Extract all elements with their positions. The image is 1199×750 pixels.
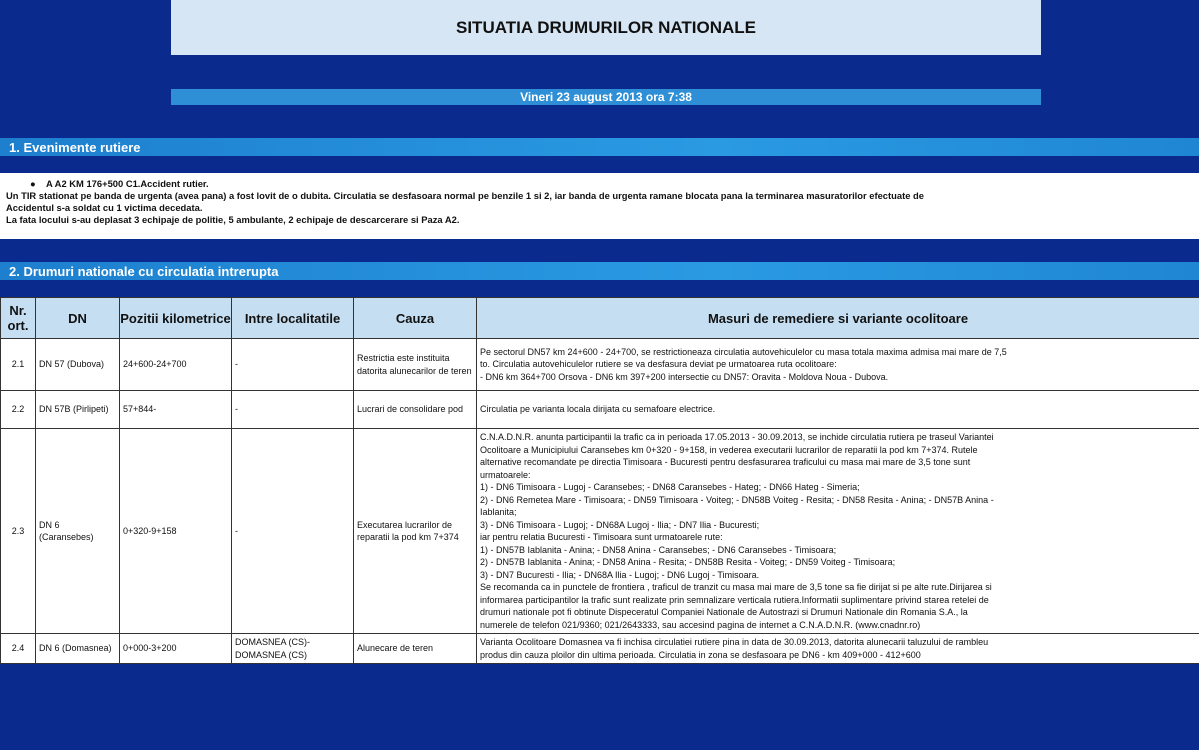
event-line: La fata locului s-au deplasat 3 echipaje de politie, 5 ambulante, 2 echipaje de descarcerare si Paza A2. bbox=[6, 214, 460, 225]
header-dn: DN bbox=[36, 298, 120, 339]
cell-nr: 2.4 bbox=[1, 634, 36, 664]
measure-line: Se recomanda ca in punctele de frontiera , traficul de tranzit cu masa mai mare de 3,5 tone sa fie dirijat si pe alte rute.Dirijarea si bbox=[480, 582, 992, 592]
measure-line: - DN6 km 364+700 Orsova - DN6 km 397+200 intersectie cu DN57: Oravita - Moldova Noua - Dubova. bbox=[480, 371, 889, 382]
measure-line: urmatoarele: bbox=[480, 469, 531, 480]
header-km: Pozitii kilometrice bbox=[120, 298, 232, 339]
measure-line: Iablanita; bbox=[480, 507, 517, 517]
measure-line: informarea participantilor la trafic sunt realizate prin semnalizare verticala rutiera.Informatii suplimentare privind starea retelei de bbox=[480, 594, 989, 605]
cell-cause: Executarea lucrarilor de reparatii la pod km 7+374 bbox=[354, 429, 477, 634]
table-row bbox=[1, 634, 1199, 664]
cell-dn: DN 6 (Domasnea) bbox=[36, 634, 120, 664]
header-localities: Intre localitatile bbox=[232, 298, 354, 339]
header-measures: Masuri de remediere si variante ocolitoare bbox=[477, 298, 1199, 339]
cell-km: 24+600-24+700 bbox=[120, 339, 232, 391]
cell-km: 0+320-9+158 bbox=[120, 429, 232, 634]
cell-cause: Restrictia este instituita datorita alunecarilor de teren bbox=[354, 339, 477, 391]
measure-line: Ocolitoare a Municipiului Caransebes km 0+320 - 9+158, in vederea executarii lucrarilor de reparatii la pod km 7+374. Rutele bbox=[480, 444, 978, 455]
cell-cause: Lucrari de consolidare pod bbox=[354, 391, 477, 429]
measure-line: 1) - DN57B Iablanita - Anina; - DN58 Anina - Caransebes; - DN6 Caransebes - Timisoara; bbox=[480, 544, 837, 555]
cell-dn: DN 6 (Caransebes) bbox=[36, 429, 120, 634]
cell-dn: DN 57 (Dubova) bbox=[36, 339, 120, 391]
measure-line: 3) - DN7 Bucuresti - Ilia; - DN68A Ilia - Lugoj; - DN6 Lugoj - Timisoara. bbox=[480, 569, 760, 580]
measure-line: Pe sectorul DN57 km 24+600 - 24+700, se restrictioneaza circulatia autovehiculelor cu masa totala maxima admisa mai mare de 7,5 bbox=[480, 346, 1007, 357]
page-title-box bbox=[171, 0, 1041, 55]
header-cause: Cauza bbox=[354, 298, 477, 339]
cell-km: 57+844- bbox=[120, 391, 232, 429]
table-header-row bbox=[1, 298, 1199, 339]
measure-line: Varianta Ocolitoare Domasnea va fi inchisa circulatiei rutiere pina in data de 30.09.2013, datorita alunecarii taluzului de rambleu bbox=[480, 637, 989, 647]
event-line: Accidentul s-a soldat cu 1 victima decedata. bbox=[6, 202, 203, 213]
cell-localities: - bbox=[232, 391, 354, 429]
cell-measures bbox=[477, 634, 1199, 664]
measure-line: produs din cauza ploilor din ultima perioada. Circulatia in zona se desfasoara pe DN6 - km 409+000 - 412+600 bbox=[480, 649, 921, 660]
cell-cause: Alunecare de teren bbox=[354, 634, 477, 664]
cell-nr: 2.3 bbox=[1, 429, 36, 634]
table-row bbox=[1, 339, 1199, 391]
date-bar bbox=[171, 89, 1041, 105]
table-row bbox=[1, 391, 1199, 429]
events-panel bbox=[0, 173, 1199, 239]
measure-line: to. Circulatia autovehiculelor rutiere se va desfasura deviat pe urmatoarea ruta ocolitoare: bbox=[480, 359, 837, 370]
measure-line: 1) - DN6 Timisoara - Lugoj - Caransebes; - DN68 Caransebes - Hateg; - DN66 Hateg - Simeria; bbox=[480, 482, 860, 492]
cell-measures bbox=[477, 429, 1199, 634]
cell-dn: DN 57B (Pirlipeti) bbox=[36, 391, 120, 429]
table-row bbox=[1, 429, 1199, 634]
event-heading-line bbox=[6, 178, 1199, 190]
measure-line: 2) - DN6 Remetea Mare - Timisoara; - DN59 Timisoara - Voiteg; - DN58B Voiteg - Resita; - DN58 Resita - Anina; - DN57B Anina - bbox=[480, 494, 994, 505]
measure-line: Circulatia pe varianta locala dirijata cu semafoare electrice. bbox=[480, 404, 716, 415]
measure-line: 2) - DN57B Iablanita - Anina; - DN58 Anina - Resita; - DN58B Resita - Voiteg; - DN59 Voiteg - Timisoara; bbox=[480, 557, 896, 567]
cell-measures bbox=[477, 391, 1199, 429]
event-heading: A A2 KM 176+500 C1.Accident rutier. bbox=[46, 178, 209, 189]
measure-line: iar pentru relatia Bucuresti - Timisoara sunt urmatoarele rute: bbox=[480, 532, 723, 542]
report-date: Vineri 23 august 2013 ora 7:38 bbox=[520, 90, 692, 104]
cell-km: 0+000-3+200 bbox=[120, 634, 232, 664]
measure-line: numerele de telefon 021/9360; 021/2643333, sau accesind pagina de internet a C.N.A.D.N.R. (www.cnadnr.ro) bbox=[480, 619, 921, 630]
section-events-title: 1. Evenimente rutiere bbox=[9, 139, 141, 155]
measure-line: alternative recomandate pe directia Timisoara - Bucuresti pentru desfasurarea traficului cu masa mai mare de 3,5 tone sunt bbox=[480, 457, 971, 467]
measure-line: drumuri nationale pot fi obtinute Dispeceratul Companiei Nationale de Autostrazi si Drumuri Nationale din Romania S.A., la bbox=[480, 607, 968, 617]
header-nr: Nr. ort. bbox=[1, 298, 36, 339]
measure-line: 3) - DN6 Timisoara - Lugoj; - DN68A Lugoj - Ilia; - DN7 Ilia - Bucuresti; bbox=[480, 519, 760, 530]
interrupted-roads-table bbox=[0, 297, 1199, 664]
measure-line: C.N.A.D.N.R. anunta participantii la trafic ca in perioada 17.05.2013 - 30.09.2013, se inchide circulatia rutiera pe traseul Variantei bbox=[480, 432, 994, 442]
section-heading-interrupted bbox=[0, 262, 1199, 280]
section-heading-events bbox=[0, 138, 1199, 156]
cell-localities: DOMASNEA (CS)-DOMASNEA (CS) bbox=[232, 634, 354, 664]
cell-localities: - bbox=[232, 339, 354, 391]
cell-nr: 2.1 bbox=[1, 339, 36, 391]
section-interrupted-title: 2. Drumuri nationale cu circulatia intrerupta bbox=[9, 263, 279, 279]
cell-localities: - bbox=[232, 429, 354, 634]
page-title: SITUATIA DRUMURILOR NATIONALE bbox=[456, 17, 756, 37]
cell-measures bbox=[477, 339, 1199, 391]
event-line: Un TIR stationat pe banda de urgenta (avea pana) a fost lovit de o dubita. Circulatia se desfasoara normal pe benzile 1 si 2, iar banda de urgenta ramane blocata pana la terminarea masuratorilor efectuate de bbox=[6, 190, 924, 201]
cell-nr: 2.2 bbox=[1, 391, 36, 429]
bullet-icon: ● bbox=[30, 178, 36, 189]
